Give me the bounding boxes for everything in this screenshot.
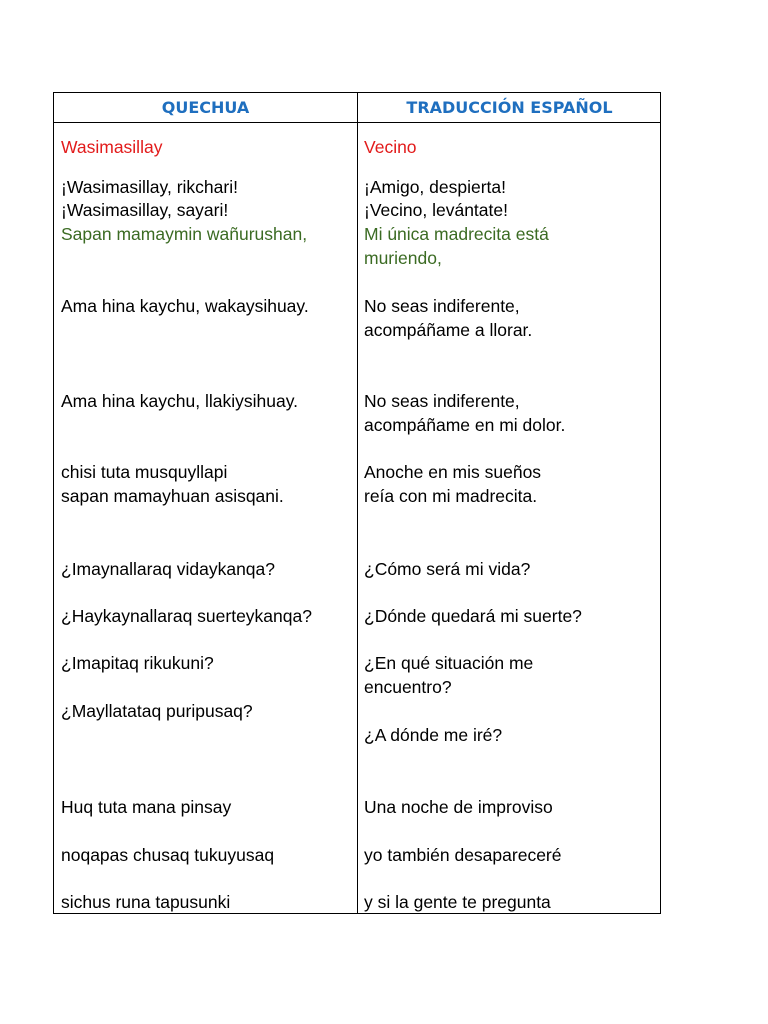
quechua-line: Huq tuta mana pinsay — [61, 797, 232, 817]
spanish-line: ¿Cómo será mi vida? — [364, 559, 531, 579]
spanish-line: acompáñame a llorar. — [364, 320, 533, 340]
header-quechua: QUECHUA — [161, 98, 250, 117]
spanish-line: muriendo, — [364, 248, 442, 268]
spanish-line: yo también desapareceré — [364, 845, 562, 865]
column-divider — [357, 93, 358, 913]
quechua-line: ¿Imapitaq rikukuni? — [61, 653, 214, 673]
quechua-line: ¿Haykaynallaraq suerteykanqa? — [61, 606, 312, 626]
spanish-line: ¿A dónde me iré? — [364, 725, 503, 745]
header-spanish: TRADUCCIÓN ESPAÑOL — [406, 98, 613, 117]
spanish-line: No seas indiferente, — [364, 296, 520, 316]
quechua-line: sichus runa tapusunki — [61, 892, 231, 912]
quechua-line: ¡Wasimasillay, sayari! — [61, 200, 229, 220]
quechua-line: Ama hina kaychu, llakiysihuay. — [61, 391, 299, 411]
spanish-line: No seas indiferente, — [364, 391, 520, 411]
spanish-line: ¿En qué situación me — [364, 653, 534, 673]
spanish-line: ¡Amigo, despierta! — [364, 177, 507, 197]
quechua-line: ¿Imaynallaraq vidaykanqa? — [61, 559, 276, 579]
quechua-line: ¡Wasimasillay, rikchari! — [61, 177, 238, 197]
spanish-title: Vecino — [364, 137, 417, 157]
quechua-line: Ama hina kaychu, wakaysihuay. — [61, 296, 309, 316]
spanish-line: reía con mi madrecita. — [364, 486, 538, 506]
spanish-line: Mi única madrecita está — [364, 224, 549, 244]
spanish-line: ¡Vecino, levántate! — [364, 200, 508, 220]
spanish-line: acompáñame en mi dolor. — [364, 415, 566, 435]
quechua-line: noqapas chusaq tukuyusaq — [61, 845, 275, 865]
translation-table — [53, 92, 661, 914]
spanish-line: Una noche de improviso — [364, 797, 553, 817]
spanish-line: ¿Dónde quedará mi suerte? — [364, 606, 582, 626]
quechua-line: ¿Mayllatataq puripusaq? — [61, 701, 253, 721]
header-divider — [54, 122, 660, 123]
quechua-title: Wasimasillay — [61, 137, 163, 157]
quechua-line: chisi tuta musquyllapi — [61, 462, 228, 482]
spanish-line: Anoche en mis sueños — [364, 462, 542, 482]
spanish-line: encuentro? — [364, 677, 452, 697]
quechua-line: Sapan mamaymin wañurushan, — [61, 224, 308, 244]
quechua-line: sapan mamayhuan asisqani. — [61, 486, 284, 506]
spanish-line: y si la gente te pregunta — [364, 892, 551, 912]
